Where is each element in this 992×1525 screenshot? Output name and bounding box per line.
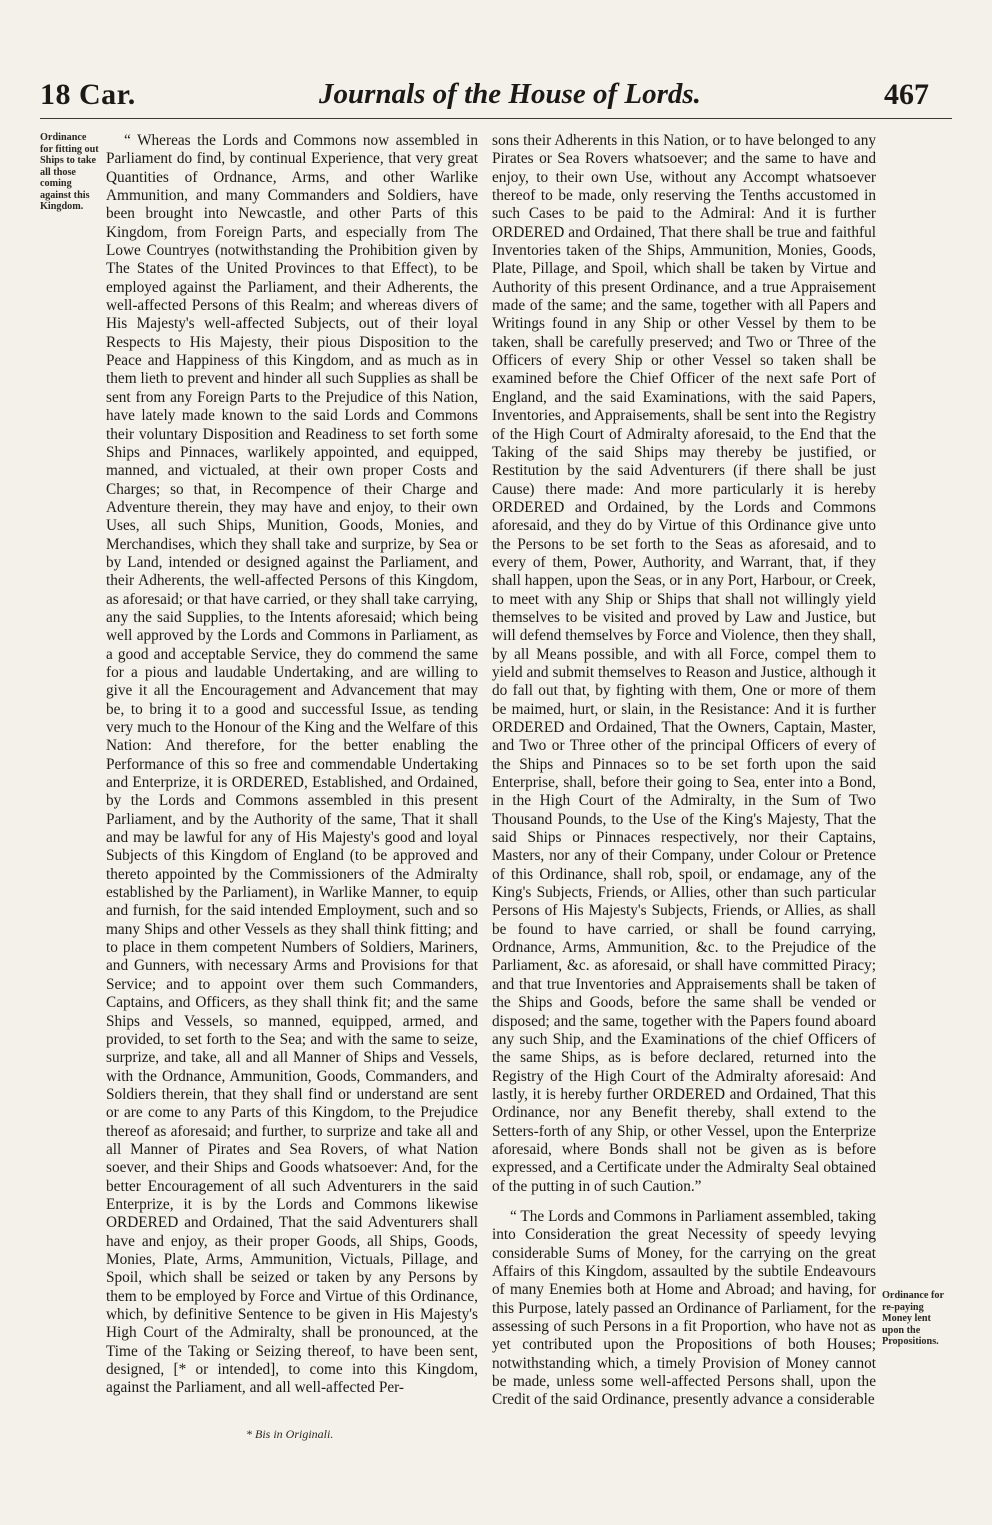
ordinance-money-text: “ The Lords and Commons in Parliament assembled, taking into Consideration the great Necessity of speedy levying considerable Sums of Money, for the carrying on the great Affairs of this Kingdom, assaulted by the subtile Endeavours of many Enemies both at Home and Abroad; and having, for this Purpose, lately passed an Ordinance of Parliament, for the assessing of such Persons in a fit Proportion, who have not as yet contributed upon the Propositions of both Houses; notwithstanding which, a timely Provision of Money cannot be made, unless some well-affected Persons shall, upon the Credit of the said Ordinance, presently advance a considerable	[492, 1207, 876, 1409]
footnote: * Bis in Originali.	[246, 1427, 334, 1441]
ordinance-ships-text: “ Whereas the Lords and Commons now assembled in Parliament do find, by continual Experience, that very great Quantities of Ordnance, Arms, and other Warlike Ammunition, and many Commanders and Soldiers, have been brought into Newcastle, and other Parts of this Kingdom, from Foreign Parts, and especially from The Lowe Countryes (notwithstanding the Prohibition given by The States of the United Provinces to that Effect), to be employed against the Parliament, and their Adherents, the well-affected Persons of this Realm; and whereas divers of His Majesty's well-affected Subjects, out of their loyal Respects to His Majesty, their pious Disposition to the Peace and Happiness of this Kingdom, and as much as in them lieth to prevent and hinder all such Supplies as shall be sent from any Foreign Parts to the Prejudice of this Nation, have lately made known to the said Lords and Commons their voluntary Disposition and Readiness to set forth some Ships and Pinnaces, warlikely appointed, and equipped, manned, and victualed, at their own proper Costs and Charges; so that, in Recompence of their Charge and Adventure therein, they may have and enjoy, to their own Uses, all such Ships, Munition, Goods, Monies, and Merchandises, which they shall take and surprize, by Sea or by Land, intended or designed against the Parliament, and their Adherents, the well-affected Persons of this Kingdom, as aforesaid; or that have carried, or they shall take carrying, any the said Supplies, to the Intents aforesaid; which being well approved by the Lords and Commons in Parliament, as a good and acceptable Service, they do commend the same for a pious and laudable Undertaking, and are willing to give it all the Encouragement and Advancement that may be, to bring it to a good and successful Issue, as tending very much to the Honour of the King and the Welfare of this Nation: And therefore, for the better enabling the Performance of this so free and commendable Undertaking and Enterprize, it is ORDERED, Established, and Ordained, by the Lords and Commons assembled in this present Parliament, and by the Authority of the same, That it shall and may be lawful for any of His Majesty's good and loyal Subjects of this Kingdom of England (to be approved and thereto appointed by the Commissioners of the Admiralty established by the Parliament), in Warlike Manner, to equip and furnish, for the said intended Employment, such and so many Ships and other Vessels as they shall think fitting; and to place in them competent Numbers of Soldiers, Mariners, and Gunners, with necessary Arms and Provisions for that Service; and to appoint over them such Commanders, Captains, and Officers, as they shall think fit; and the same Ships and Vessels, so manned, equipped, armed, and provided, to set forth to the Sea; and with the same to seize, surprize, and take, all and all Manner of Ships and Vessels, with the Ordnance, Ammunition, Goods, Commanders, and Soldiers therein, that they shall find or understand are sent or are come to any Parts of this Kingdom, to the Prejudice thereof as aforesaid; and further, to surprize and take all and all Manner of Pirates and Sea Rovers, of what Nation soever, and their Ships and Goods whatsoever: And, for the better Encouragement of all such Adventurers in the said Enterprize, it is by the Lords and Commons likewise ORDERED and Ordained, That the said Adventurers shall have and enjoy, as their proper Goods, all Ships, Goods, Monies, Plate, Arms, Ammunition, Victuals, Pillage, and Spoil, which shall be seized or taken by any Persons by them to be employed by Force and Virtue of this Ordinance, which, by definitive Sentence to be given in His Majesty's High Court of the Admiralty, shall be pronounced, at the Time of the Taking or Seizing thereof, to have been sent, designed, [* or intended], to come into this Kingdom, against the Parliament, and all well-affected Per-	[106, 132, 478, 1397]
ordinance-ships-continued: sons their Adherents in this Nation, or to have belonged to any Pirates or Sea Rovers whatsoever; and the same to have and enjoy, to their own Use, without any Accompt whatsoever thereof to be made, only reserving the Tenths accustomed in such Cases to be paid to the Admiral: And it is further ORDERED and Ordained, That there shall be true and faithful Inventories taken of the Ships, Ammunition, Monies, Goods, Plate, Pillage, and Spoil, which shall be taken by Virtue and Authority of this present Ordinance, and a true Appraisement made of the same; and the same, together with all Papers and Writings found in any Ship or other Vessel by them to be taken, shall be carefully preserved; and Two or Three of the Officers of every Ship or other Vessel so taken shall be examined before the Chief Officer of the next safe Port of England, and the said Examinations, with the said Papers, Inventories, and Appraisements, shall be sent into the Registry of the High Court of Admiralty aforesaid, to the End that the Taking of the said Ships may thereby be justified, or Restitution by the said Adventurers (if there shall be just Cause) there made: And more particularly it is hereby ORDERED and Ordained, by the Lords and Commons aforesaid, and they do by Virtue of this Ordinance give unto the Persons to be set forth to the Seas as aforesaid, and to every of them, Power, Authority, and Warrant, that, if they shall happen, upon the Seas, or in any Port, Harbour, or Creek, to meet with any Ship or Ships that shall not willingly yield themselves to be visited and proved by Law and Justice, but will defend themselves by Force and Violence, then they shall, by all Means possible, and with all Force, compel them to yield and submit themselves to Reason and Justice, although it do fall out that, by fighting with them, One or more of them be maimed, hurt, or slain, in the Resistance: And it is further ORDERED and Ordained, That the Owners, Captain, Master, and Two or Three other of the principal Officers of every of the Ships and Pinnaces so to be set forth upon the said Enterprise, shall, before their going to Sea, enter into a Bond, in the High Court of the Admiralty, in the Sum of Two Thousand Pounds, to the Use of the King's Majesty, That the said Ships or Pinnaces respectively, nor their Captains, Masters, nor any of their Company, under Colour or Pretence of this Ordinance, shall rob, spoil, or endamage, any of the King's Subjects, Friends, or Allies, other than such particular Persons of His Majesty's Subjects, Friends, or Allies, as shall be found to have carried, or shall be found carrying, Ordnance, Arms, Ammunition, &c. to the Prejudice of the Parliament, &c. as aforesaid, or shall have committed Piracy; and that true Inventories and Appraisements shall be taken of the Ships and Goods, before the same shall be vended or disposed; and the same, together with the Papers found aboard any such Ship, and the Examinations of the chief Officers of the same Ships, as is before declared, returned into the Registry of the High Court of the Admiralty aforesaid: And lastly, it is hereby further ORDERED and Ordained, That this Ordinance, nor any Benefit thereby, shall extend to the Setters-forth of any Ship, or other Vessel, upon the Enterprize aforesaid, where Bonds shall not be given as is before expressed, and a Certificate under the Admiralty Seal obtained of the putting in of such Caution.”	[492, 132, 876, 1195]
right-column	[492, 132, 876, 1410]
page-number: 467	[884, 78, 929, 111]
header-rule	[40, 118, 952, 119]
margin-note-right: Ordinance for re-paying Money lent upon the Propositions.	[882, 1290, 944, 1347]
left-column	[106, 132, 478, 1398]
page-header	[0, 78, 992, 128]
regnal-year: 18 Car.	[40, 78, 136, 111]
running-title: Journals of the House of Lords.	[319, 78, 701, 110]
margin-note-left: Ordinance for fitting out Ships to take all those coming against this Kingdom.	[40, 132, 99, 212]
